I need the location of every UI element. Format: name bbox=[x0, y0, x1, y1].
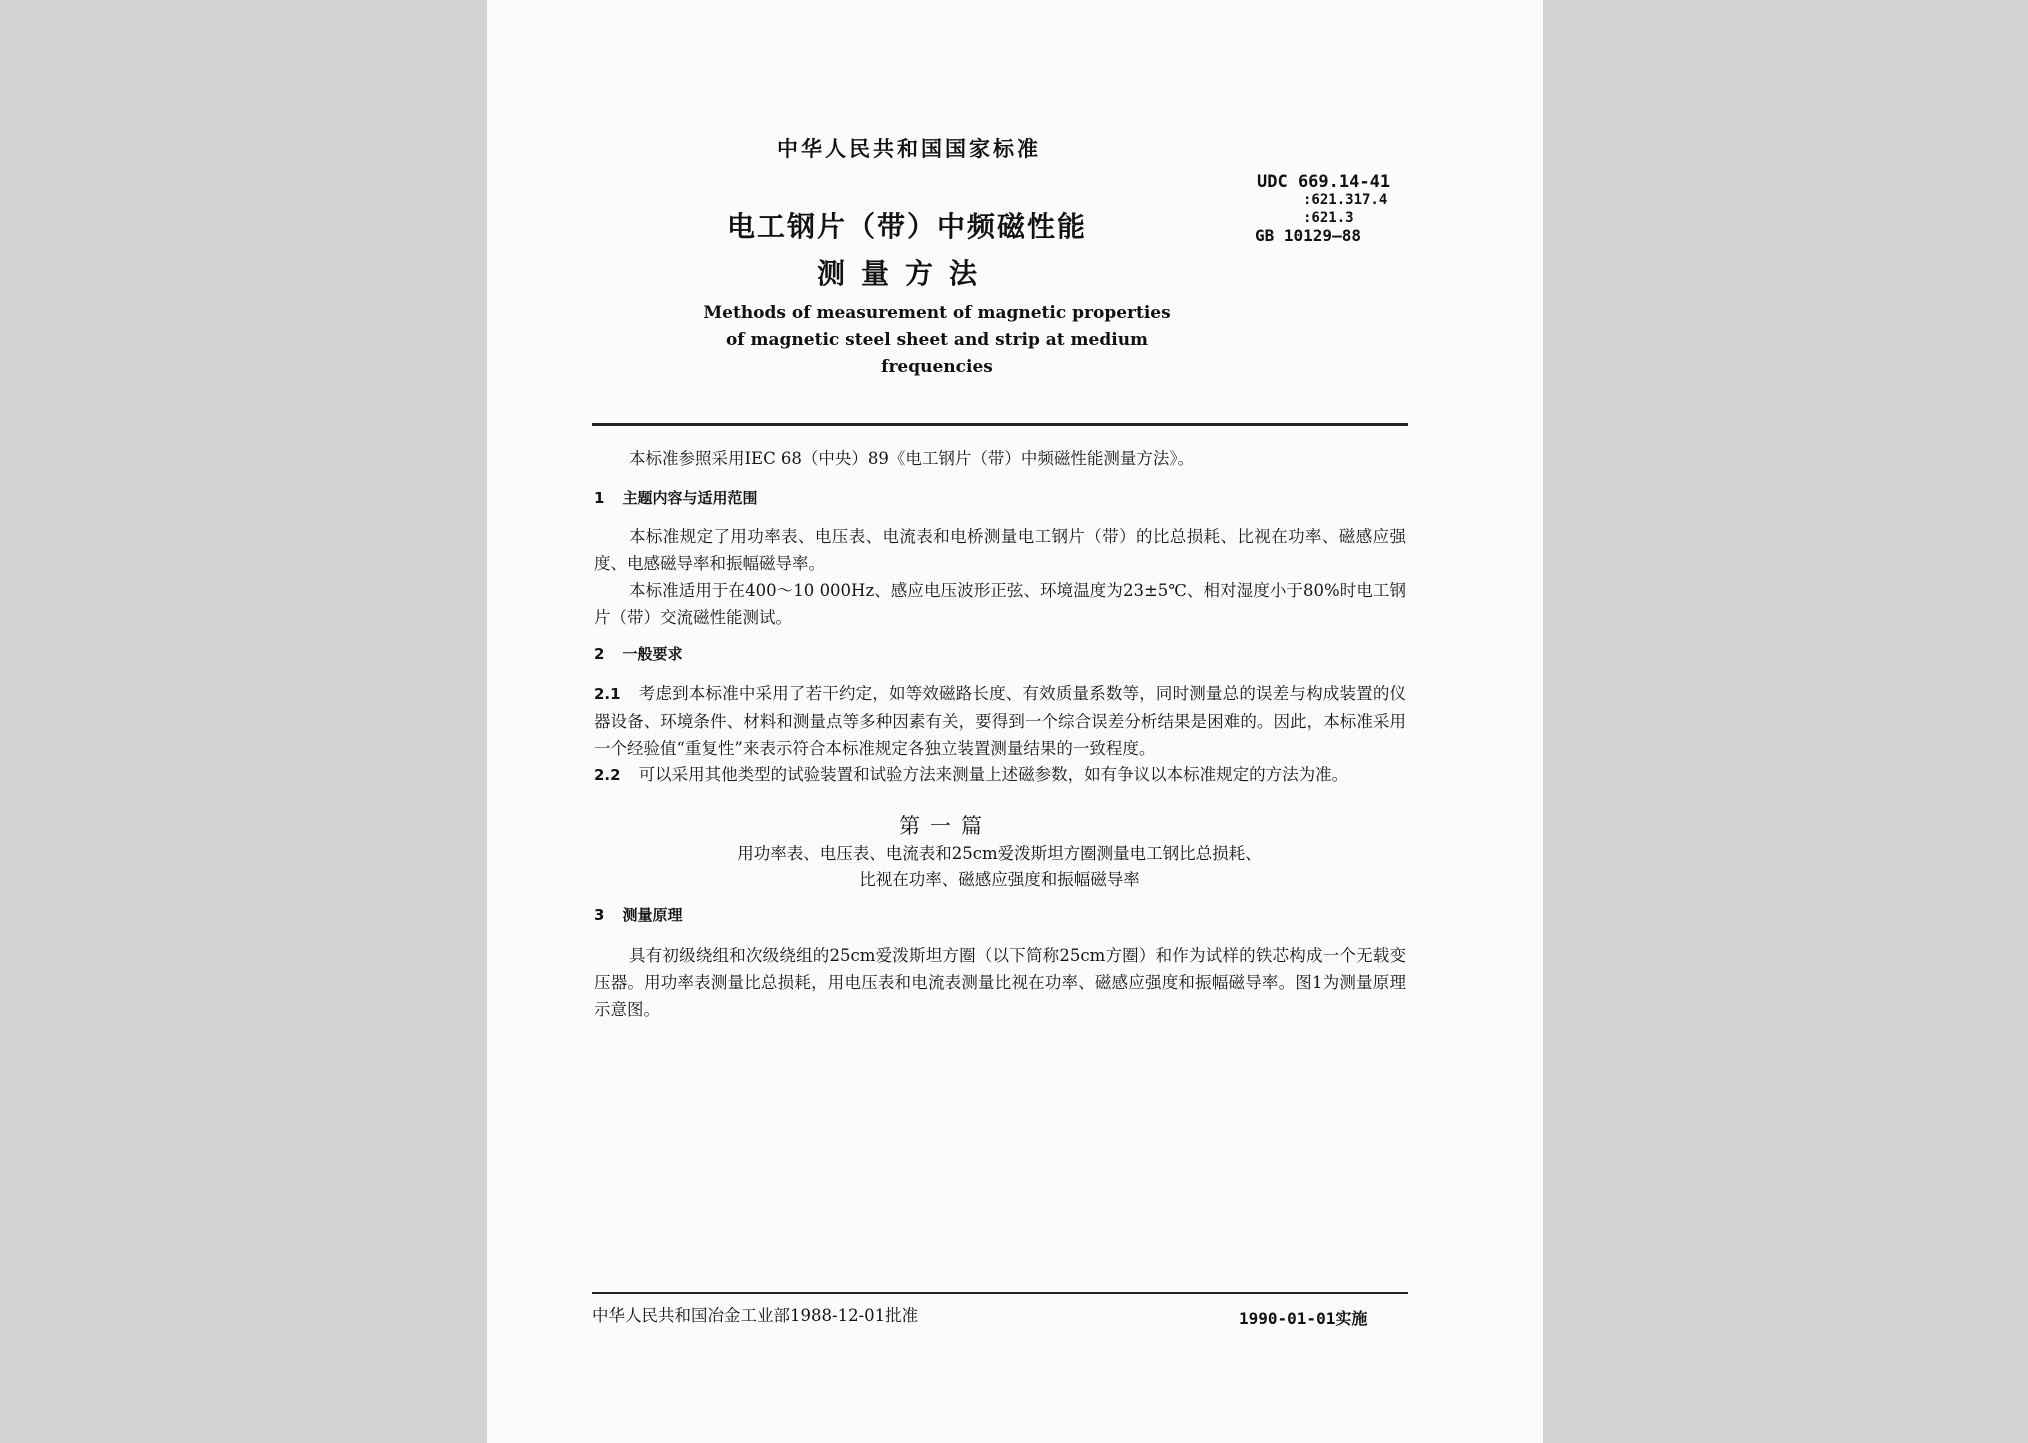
title-en: Methods of measurement of magnetic properties of magnetic steel sheet and strip at medium frequencies bbox=[703, 303, 1171, 377]
section-3-number: 3 bbox=[594, 906, 605, 924]
clause-2-1 bbox=[594, 680, 1406, 762]
footer-rule bbox=[592, 1292, 1408, 1294]
section-1-title: 主题内容与适用范围 bbox=[622, 489, 758, 507]
section-3-title: 测量原理 bbox=[622, 906, 683, 924]
clause-2-1-text: 考虑到本标准中采用了若干约定，如等效磁路长度、有效质量系数等，同时测量总的误差与构成装置的仪器设备、环境条件、材料和测量点等多种因素有关，要得到一个综合误差分析结果是困难的。因此，本标准采用一个经验值“重复性”来表示符合本标准规定各独立装置测量结果的一致程度。 bbox=[594, 684, 1406, 758]
gb-number: GB 10129—88 bbox=[1255, 226, 1361, 245]
approval-line: 中华人民共和国冶金工业部1988-12-01批准 bbox=[592, 1306, 919, 1325]
part-1-title: 第一篇 bbox=[899, 814, 992, 838]
standard-type: 中华人民共和国国家标准 bbox=[777, 137, 1041, 161]
part-1-subtitle-2: 比视在功率、磁感应强度和振幅磁导率 bbox=[859, 870, 1140, 889]
section-1-number: 1 bbox=[594, 489, 605, 507]
implementation-date: 1990-01-01实施 bbox=[1239, 1309, 1368, 1328]
title-cn-line2: 测量方法 bbox=[817, 257, 994, 290]
udc-line3: :621.3 bbox=[1303, 210, 1354, 226]
title-cn-line1: 电工钢片（带）中频磁性能 bbox=[727, 210, 1088, 243]
section-3-para-1: 具有初级绕组和次级绕组的25cm爱泼斯坦方圈（以下简称25cm方圈）和作为试样的铁芯构成一个无载变压器。用功率表测量比总损耗，用电压表和电流表测量比视在功率、磁感应强度和振幅磁导率。图1为测量原理示意图。 bbox=[594, 946, 1406, 1019]
clause-2-2-text: 可以采用其他类型的试验装置和试验方法来测量上述磁参数，如有争议以本标准规定的方法为准。 bbox=[638, 765, 1349, 784]
section-2-heading bbox=[594, 643, 1406, 664]
section-1-heading bbox=[594, 487, 1406, 508]
section-2-title: 一般要求 bbox=[622, 645, 683, 663]
udc-line2: :621.317.4 bbox=[1303, 192, 1388, 208]
header-rule bbox=[592, 423, 1408, 426]
section-1-para-1: 本标准规定了用功率表、电压表、电流表和电桥测量电工钢片（带）的比总损耗、比视在功率、磁感应强度、电感磁导率和振幅磁导率。 bbox=[594, 527, 1406, 573]
section-2-number: 2 bbox=[594, 645, 605, 663]
document-page bbox=[487, 0, 1543, 1443]
clause-2-2-number: 2.2 bbox=[594, 766, 621, 784]
udc-line1: UDC 669.14-41 bbox=[1257, 172, 1391, 192]
clause-2-1-number: 2.1 bbox=[594, 685, 621, 703]
section-3-heading bbox=[594, 904, 1406, 925]
intro-paragraph: 本标准参照采用IEC 68（中央）89《电工钢片（带）中频磁性能测量方法》。 bbox=[629, 449, 1195, 468]
part-1-subtitle-1: 用功率表、电压表、电流表和25cm爱泼斯坦方圈测量电工钢比总损耗、 bbox=[737, 844, 1262, 863]
clause-2-2 bbox=[594, 761, 1406, 789]
section-1-para-2: 本标准适用于在400～10 000Hz、感应电压波形正弦、环境温度为23±5℃、相对湿度小于80%时电工钢片（带）交流磁性能测试。 bbox=[594, 581, 1406, 627]
